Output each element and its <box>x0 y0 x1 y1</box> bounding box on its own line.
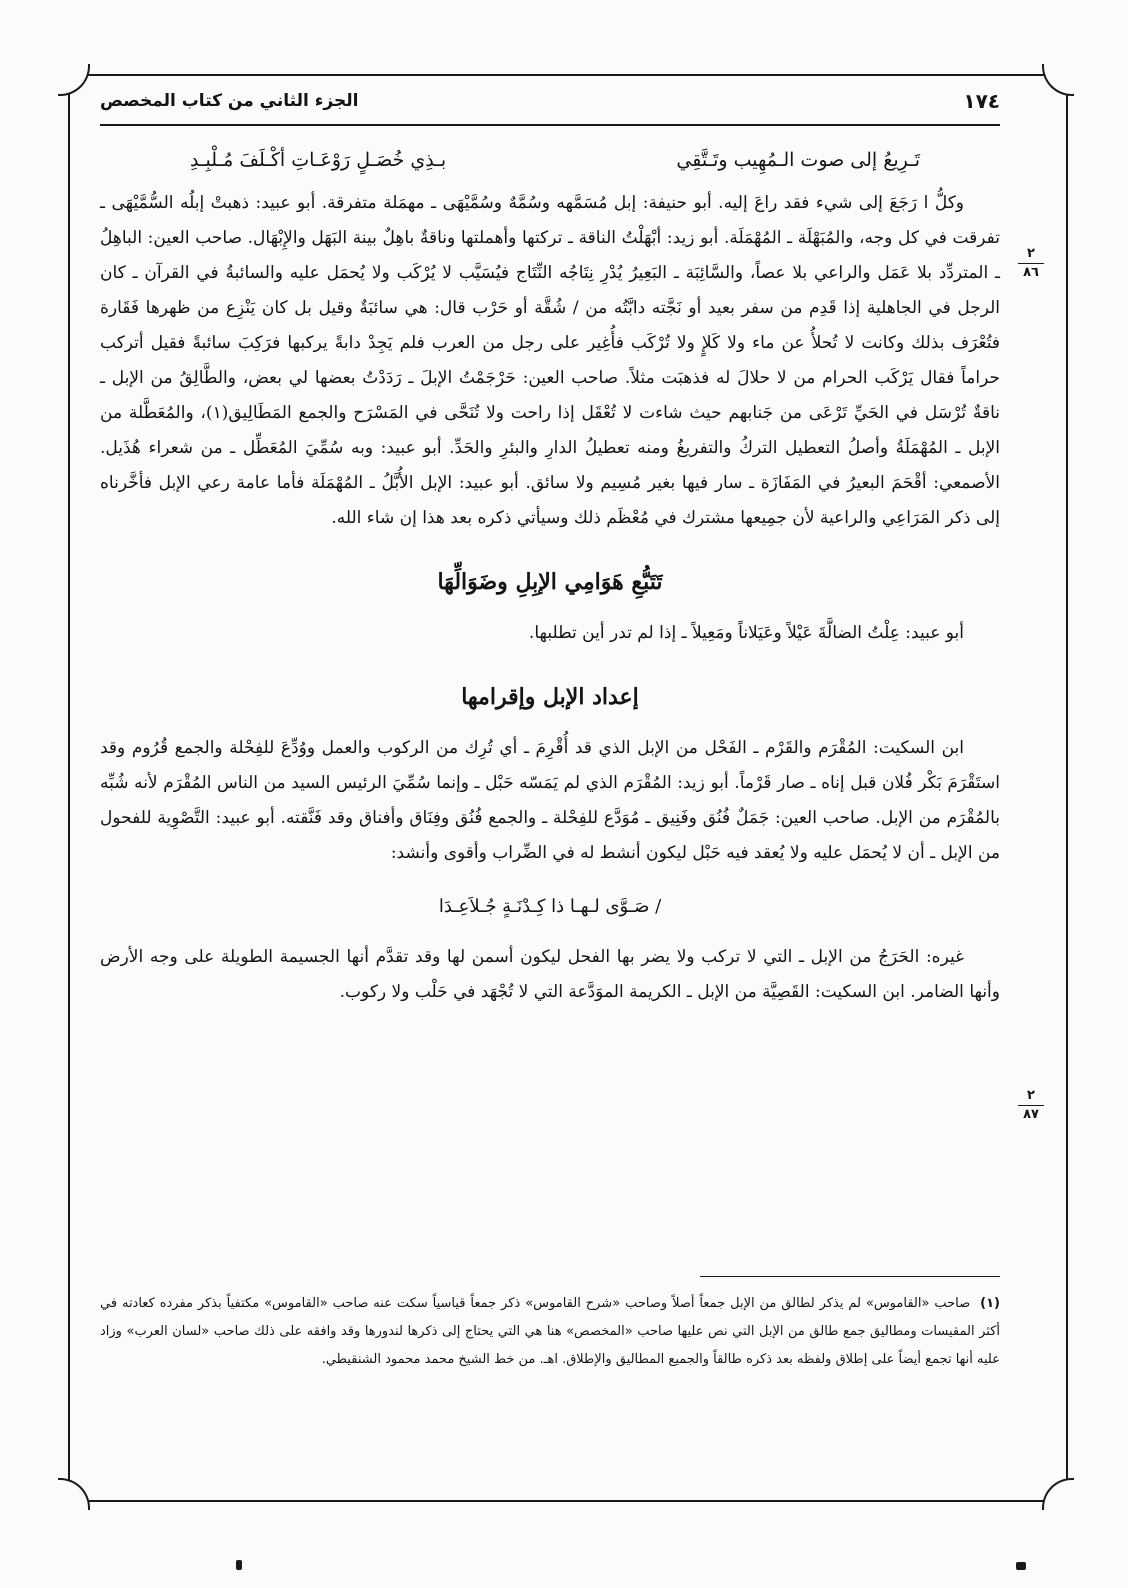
marginal-folio-note <box>1016 246 1046 281</box>
paragraph: أبو عبيد: عِلْتُ الضالَّةَ عَيْلاً وعَيَلاناً ومَعِيلاً ـ إذا لم تدر أين تطلبها. <box>528 623 964 643</box>
verse-second-hemistich: بـذِي خُصَـلٍ رَوْعَـاتِ أكْـلَفَ مُـلْبِـدِ <box>190 149 447 171</box>
footnote <box>100 1290 1000 1374</box>
marginal-fraction-line <box>1018 1105 1044 1106</box>
verse-first-hemistich: تَـرِيعُ إلى صوت الـمُهِيب وتَـتَّقِي <box>676 149 920 171</box>
section-heading: تَتَبُّعِ هَوَامِي الإبِلِ وضَوَالِّهَا <box>437 569 663 595</box>
footnote-marker: (١) <box>980 1296 1000 1311</box>
scan-speck <box>1016 1562 1026 1570</box>
marginal-bottom: ٨٧ <box>1023 1107 1039 1122</box>
scan-speck <box>236 1560 242 1570</box>
marginal-fraction-line <box>1018 263 1044 264</box>
running-title: الجزء الثاني من كتاب المخصص <box>100 91 359 111</box>
header-rule <box>100 124 1000 126</box>
footnote-text: صاحب «القاموس» لم يذكر لطالق من الإبل جمعاً أصلاً وصاحب «شرح القاموس» ذكر جمعاً قياسياً سكت عنه صاحب «القاموس» مكتفياً بذكر مفرده كعادته في أكثر المقيسات ومطاليق جمع طالق من الإبل التي نص عليها صاحب «المخصص» هنا هي التي يحتاج إلى ذكرها لندورها وقد وافقه على ذلك صاحب «لسان العرب» وزاد عليه أنها تجمع أيضاً على إطلاق ولفظه بعد ذكره طالقاً والجميع المطاليق والإطلاق. اهـ. من خط الشيخ محمد محمود الشنقيطي. <box>100 1296 1000 1367</box>
page-header <box>100 84 1000 118</box>
poetry-verse-single: / صَـوَّى لـهـا ذا كِـدْنَـةٍ جُـلاَعِـدَا <box>438 896 662 917</box>
page-number: ١٧٤ <box>963 89 1000 113</box>
marginal-top: ٢ <box>1027 1088 1035 1103</box>
paragraph: ابن السكيت: المُقْرَم والقَرْم ـ الفَحْل من الإبل الذي قد أُقْرِمَ ـ أي تُرِك من الركوب والعمل ووُدِّعَ للفِحْلة والجمع قُرُوم وقد استَقْرَمَ بَكْر فُلان قبل إناه ـ صار قَرْماً. أبو زيد: المُقْرَم الذي لم يَمَسّه حَبْل ـ وإنما سُمِّيَ الرئيس السيد من الناس المُقْرَم لأنه شُبِّه بالمُقْرَم من الإبل. صاحب العين: جَمَلٌ فُنُق وفَنِيق ـ مُوَدَّع للفِحْلة ـ والجمع فُنُق وفِنَاق وأفناق وقد فَنَّقته. أبو عبيد: التَّصْوِية للفحول من الإبل ـ أن لا يُحمَل عليه ولا يُعقد فيه حَبْل ليكون أنشط له في الضِّراب وأقوى وأنشد: <box>100 738 1000 863</box>
section-heading: إعداد الإبل وإقرامها <box>461 684 639 710</box>
main-text <box>100 140 1000 1010</box>
paragraph: غيره: الحَرَجُ من الإبل ـ التي لا تركب ولا يضر بها الفحل ليكون أسمن لها وقد تقدَّم أنها الجسيمة الطويلة على وجه الأرض وأنها الضامر. ابن السكيت: القَصِيَّة من الإبل ـ الكريمة الموَدَّعة التي لا تُجْهَد في حَلْب ولا ركوب. <box>100 947 1000 1002</box>
footnote-rule <box>700 1276 1000 1277</box>
paragraph: وكلُّ ا رَجَعَ إلى شيء فقد راعَ إليه. أبو حنيفة: إبل مُسَمَّهه وسُمَّهٌ وسُمَّيْهَى ـ مهمَلة متفرقة. أبو عبيد: ذهبتْ إبلُه السُّمَّيْهَى ـ تفرقت في كل وجه، والمُبَهْلَة ـ المُهْمَلَة. أبو زيد: أبْهَلْتُ الناقة ـ تركتها وأهملتها وناقةٌ باهِلٌ بينة البَهَل والإِبْهَال. صاحب العين: الباهِلُ ـ المتردِّد بلا عَمَل والراعي بلا عصاً، والسَّائِبَة ـ البَعِيرُ يُدْرِ نِتَاجُه النِّتَاج فيُسَيَّب لا يُرْكَب ولا يُحمَل عليه والسائبةُ في القرآن ـ كان الرجل في الجاهلية إذا قَدِم من سفر بعيد أو نَجَّته دابَّتُه من / شُقَّة أو حَرْب قال: هي سائبَةٌ وقيل بل كان يَنْزِع من ظهرها فَقَارة فتُعْرَف بذلك وكانت لا تُحلأُ عن ماء ولا كَلإٍ ولا تُرْكَب فأُغِير على رجل من العرب فلم يَجِدْ دابةً يركبها فرَكِبَ سائبةً فقيل أتركب حراماً فقال يَرْكَب الحرام من لا حلالَ له فذهبَت مثلاً. صاحب العين: حَرْجَمْتُ الإبلَ ـ رَدَدْتُ بعضها لي بعض، والطَّالِقُ من الإبل ـ ناقةٌ تُرْسَل في الحَيِّ تَرْعَى من جَنابهم حيث شاءت لا تُعْقَل إذا راحت ولا تُنَحَّى في المَسْرَح والجمع المَطَالِيق(١)، والمُعَطَّلة من الإبل ـ المُهْمَلَةُ وأصلُ التعطيل التركُ والتفريغُ ومنه تعطيلُ الدارِ والبئرِ والحَدِّ. أبو عبيد: وبه سُمِّيَ المُعَطِّل ـ من شعراء هُذَيل. الأصمعي: أقْحَمَ البعيرُ في المَفَازَة ـ سار فيها بغير مُسِيم ولا سائق. أبو عبيد: الإبل الأُبَّلُ ـ المُهْمَلَة فأما عامة رعي الإبل فأخَّرناه إلى ذكر المَرَاعِي والراعية لأن جمِيعها مشترك في مُعْظَم ذلك وسيأتي ذكره بعد هذا إن شاء الله. <box>100 193 1001 528</box>
marginal-top: ٢ <box>1027 246 1035 261</box>
marginal-folio-note <box>1016 1088 1046 1123</box>
poetry-verse <box>100 140 1000 180</box>
marginal-bottom: ٨٦ <box>1023 265 1039 280</box>
